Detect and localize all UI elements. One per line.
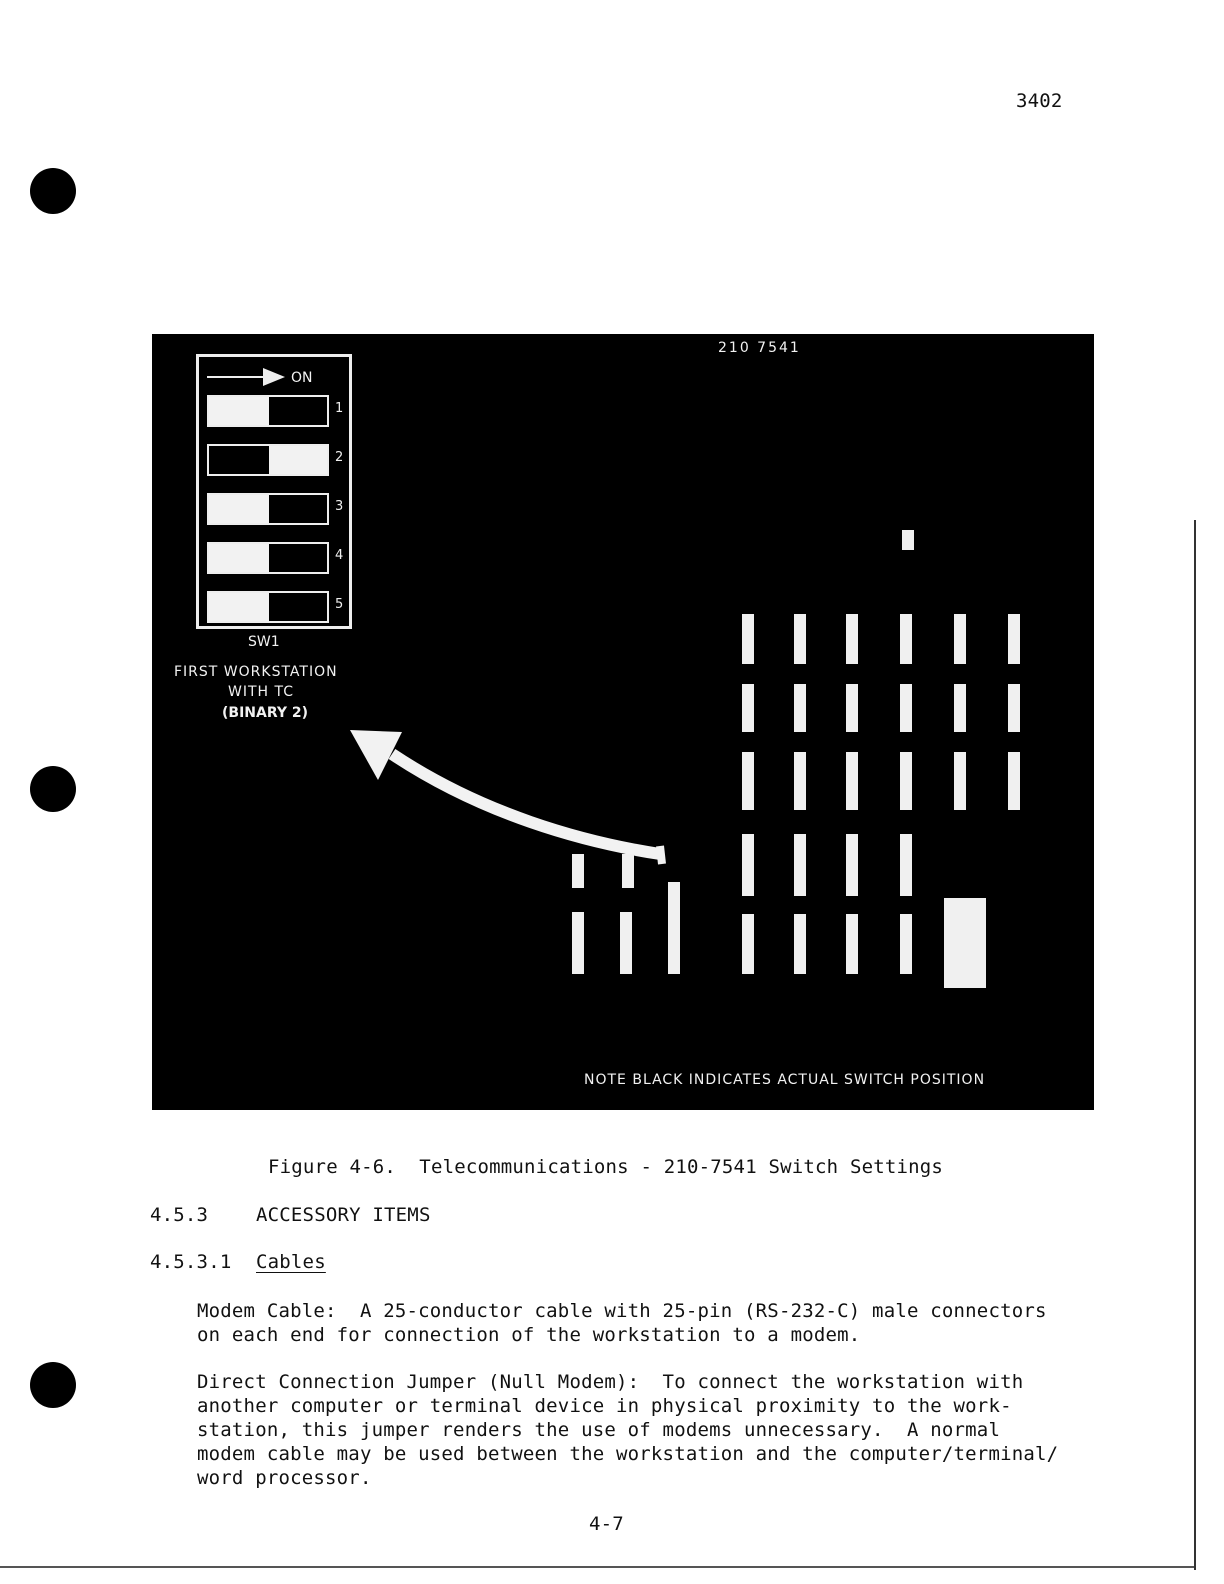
- workstation-tc-label: WITH TC: [228, 684, 295, 700]
- modem-cable-paragraph: [197, 1299, 1069, 1347]
- workstation-label: FIRST WORKSTATION: [174, 664, 338, 680]
- paragraph-line: word processor.: [197, 1467, 372, 1489]
- subsection-number: 4.5.3.1: [150, 1251, 232, 1273]
- switch-number-5: 5: [335, 597, 344, 612]
- binder-hole-bottom: [30, 1362, 76, 1408]
- paragraph-line: modem cable may be used between the workstation and the computer/terminal/: [197, 1443, 1059, 1465]
- switch-number-4: 4: [335, 548, 344, 563]
- switch-number-3: 3: [335, 499, 344, 514]
- switch-name-label: SW1: [248, 634, 280, 650]
- binary-label: (BINARY 2): [222, 705, 308, 721]
- switch-number-2: 2: [335, 450, 344, 465]
- figure-caption: Figure 4-6. Telecommunications - 210-7541 Switch Settings: [268, 1156, 944, 1178]
- bottom-edge-line: [0, 1566, 1194, 1568]
- document-number: 3402: [1016, 90, 1063, 112]
- switch-settings-figure: [152, 334, 1094, 1110]
- on-label: ON: [291, 370, 313, 386]
- section-title: ACCESSORY ITEMS: [256, 1204, 431, 1226]
- paragraph-line: station, this jumper renders the use of modems unnecessary. A normal: [197, 1419, 1001, 1441]
- right-margin-line: [1194, 520, 1196, 1570]
- paragraph-line: Direct Connection Jumper (Null Modem): To connect the workstation with: [197, 1371, 1024, 1393]
- paragraph-line: Modem Cable: A 25-conductor cable with 25-pin (RS-232-C) male connectors: [197, 1300, 1047, 1322]
- binder-hole-top: [30, 168, 76, 214]
- paragraph-line: another computer or terminal device in physical proximity to the work-: [197, 1395, 1012, 1417]
- subsection-title: Cables: [256, 1251, 326, 1273]
- figure-note: NOTE BLACK INDICATES ACTUAL SWITCH POSITION: [584, 1072, 986, 1088]
- page-number: 4-7: [589, 1513, 624, 1535]
- null-modem-paragraph: [197, 1370, 1069, 1490]
- switch-number-1: 1: [335, 401, 344, 416]
- binder-hole-middle: [30, 766, 76, 812]
- part-number-label: 210 7541: [718, 340, 801, 356]
- paragraph-line: on each end for connection of the workstation to a modem.: [197, 1324, 861, 1346]
- section-number: 4.5.3: [150, 1204, 209, 1226]
- pointer-arrow-icon: [152, 334, 1094, 1110]
